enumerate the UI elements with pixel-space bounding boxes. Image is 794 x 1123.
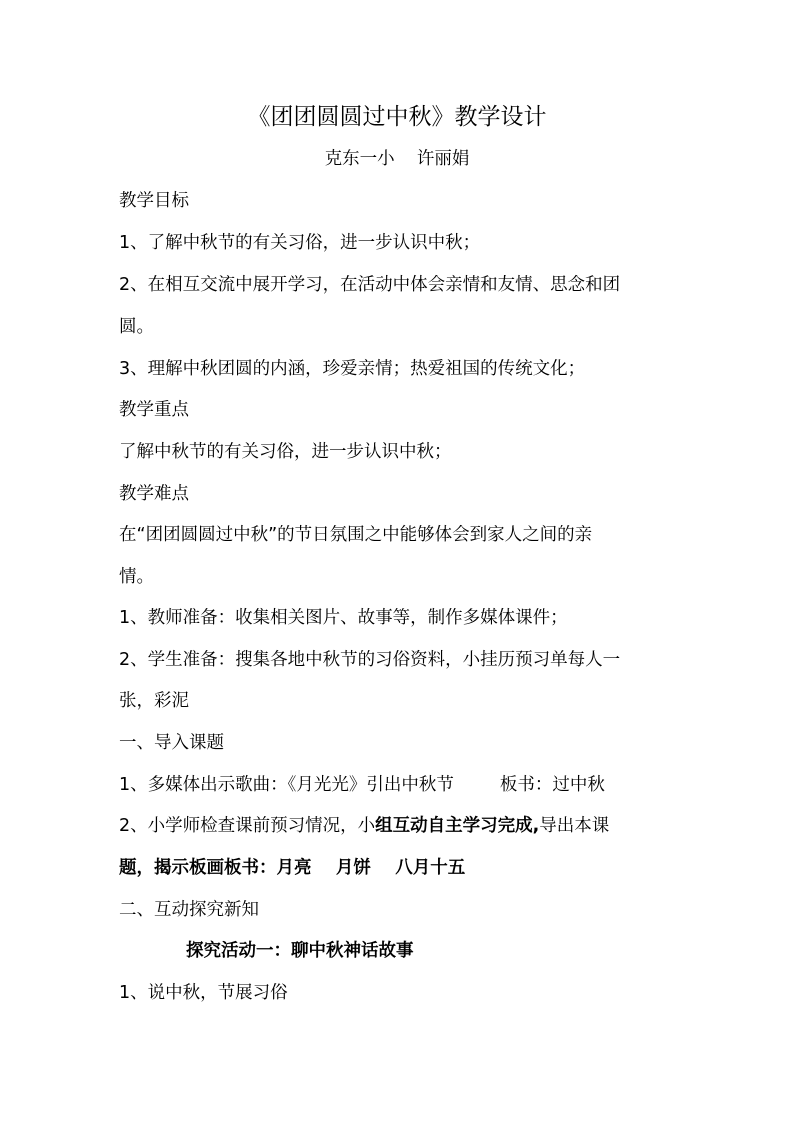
preparation-1: 1、教师准备：收集相关图片、故事等，制作多媒体课件； <box>119 608 568 628</box>
step-2-text-c: 导出本课 <box>539 816 610 836</box>
activity-1-heading: 探究活动一：聊中秋神话故事 <box>186 941 414 961</box>
step-2-line-2 <box>119 855 465 881</box>
activity-1-item: 1、说中秋，节展习俗 <box>119 983 288 1003</box>
section-2-heading: 二、互动探究新知 <box>119 900 259 920</box>
step-1 <box>119 772 605 798</box>
section-1-heading: 一、导入课题 <box>119 733 224 753</box>
goal-3: 3、理解中秋团圆的内涵，珍爱亲情；热爱祖国的传统文化； <box>119 359 586 379</box>
goals-heading: 教学目标 <box>119 191 189 211</box>
goal-2-line-2: 圆。 <box>119 317 154 337</box>
difficulty-line-2: 情。 <box>119 567 154 587</box>
step-2-text-b: 组互动自主学习完成, <box>375 816 540 836</box>
document-title: 《团团圆圆过中秋》教学设计 <box>247 104 547 130</box>
key-points-text: 了解中秋节的有关习俗，进一步认识中秋； <box>119 442 452 462</box>
difficulty-heading: 教学难点 <box>119 484 189 504</box>
step-1-blackboard: 板书：过中秋 <box>499 775 605 795</box>
step-2-text-a: 2、小学师检查课前预习情况，小 <box>119 816 376 836</box>
step-2-line-2-b: 揭示板画板书：月亮 月饼 八月十五 <box>154 858 466 878</box>
goal-2-line-1: 2、在相互交流中展开学习，在活动中体会亲情和友情、思念和团 <box>119 275 621 295</box>
author-line: 克东一小 许丽娟 <box>324 149 470 169</box>
preparation-2-line-1: 2、学生准备：搜集各地中秋节的习俗资料，小挂历预习单每人一 <box>119 650 621 670</box>
goal-1: 1、了解中秋节的有关习俗，进一步认识中秋； <box>119 233 481 253</box>
key-points-heading: 教学重点 <box>119 400 189 420</box>
step-2-line-2-a: 题， <box>119 858 154 878</box>
step-2-line-1 <box>119 813 609 839</box>
preparation-2-line-2: 张，彩泥 <box>119 691 189 711</box>
difficulty-line-1: 在“团团圆圆过中秋”的节日氛围之中能够体会到家人之间的亲 <box>119 525 593 545</box>
step-1-text: 1、多媒体出示歌曲：《月光光》引出中秋节 <box>119 775 454 795</box>
